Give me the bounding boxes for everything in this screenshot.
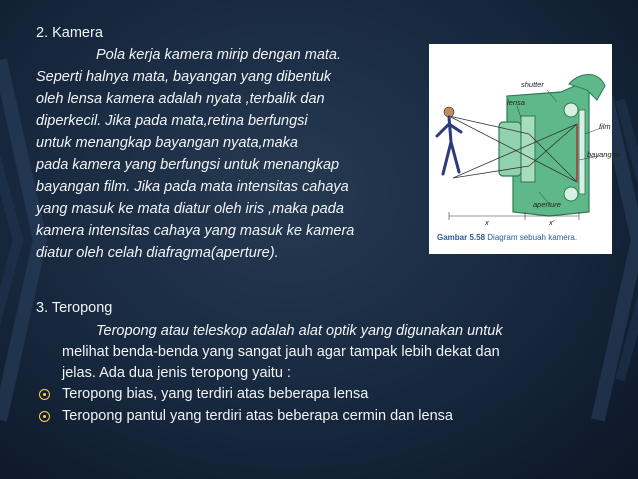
- label-lensa: lensa: [507, 98, 525, 107]
- camera-line: kamera intensitas cahaya yang masuk ke kamera: [36, 223, 355, 239]
- bullet-icon: [39, 411, 50, 422]
- caption-number: Gambar 5.58: [437, 233, 486, 242]
- telescope-line: melihat benda-benda yang sangat jauh agar tampak lebih dekat dan: [62, 344, 500, 360]
- camera-line: bayangan film. Jika pada mata intensitas cahaya: [36, 179, 349, 195]
- label-x-prime: x': [549, 218, 555, 227]
- telescope-bullet: Teropong pantul yang terdiri atas beberapa cermin dan lensa: [62, 408, 453, 424]
- camera-line: pada kamera yang berfungsi untuk menangkap: [36, 157, 340, 173]
- label-bayangan: bayangan: [587, 150, 620, 159]
- camera-line: yang masuk ke mata diatur oleh iris ,maka pada: [36, 201, 344, 217]
- telescope-heading: 3. Teropong: [36, 300, 113, 316]
- camera-line: diperkecil. Jika pada mata,retina berfungsi: [36, 113, 308, 129]
- camera-diagram-drawing: [429, 44, 612, 254]
- label-shutter: shutter: [521, 80, 544, 89]
- label-film: film: [599, 122, 611, 131]
- bullet-icon: [39, 389, 50, 400]
- camera-line: untuk menangkap bayangan nyata,maka: [36, 135, 298, 151]
- label-aperture: aperture: [533, 200, 561, 209]
- label-x: x: [485, 218, 489, 227]
- caption-text: Diagram sebuah kamera.: [487, 233, 578, 242]
- telescope-line: jelas. Ada dua jenis teropong yaitu :: [62, 365, 291, 381]
- camera-line: Pola kerja kamera mirip dengan mata.: [96, 47, 342, 63]
- camera-diagram: [429, 44, 620, 254]
- camera-line: Seperti halnya mata, bayangan yang dibentuk: [36, 69, 332, 85]
- telescope-bullet: Teropong bias, yang terdiri atas beberapa lensa: [62, 386, 369, 402]
- camera-heading: 2. Kamera: [36, 25, 103, 41]
- telescope-line: Teropong atau teleskop adalah alat optik yang digunakan untuk: [96, 323, 503, 339]
- camera-line: oleh lensa kamera adalah nyata ,terbalik dan: [36, 91, 325, 107]
- figure-caption: [437, 233, 577, 242]
- camera-line: diatur oleh celah diafragma(aperture).: [36, 245, 279, 261]
